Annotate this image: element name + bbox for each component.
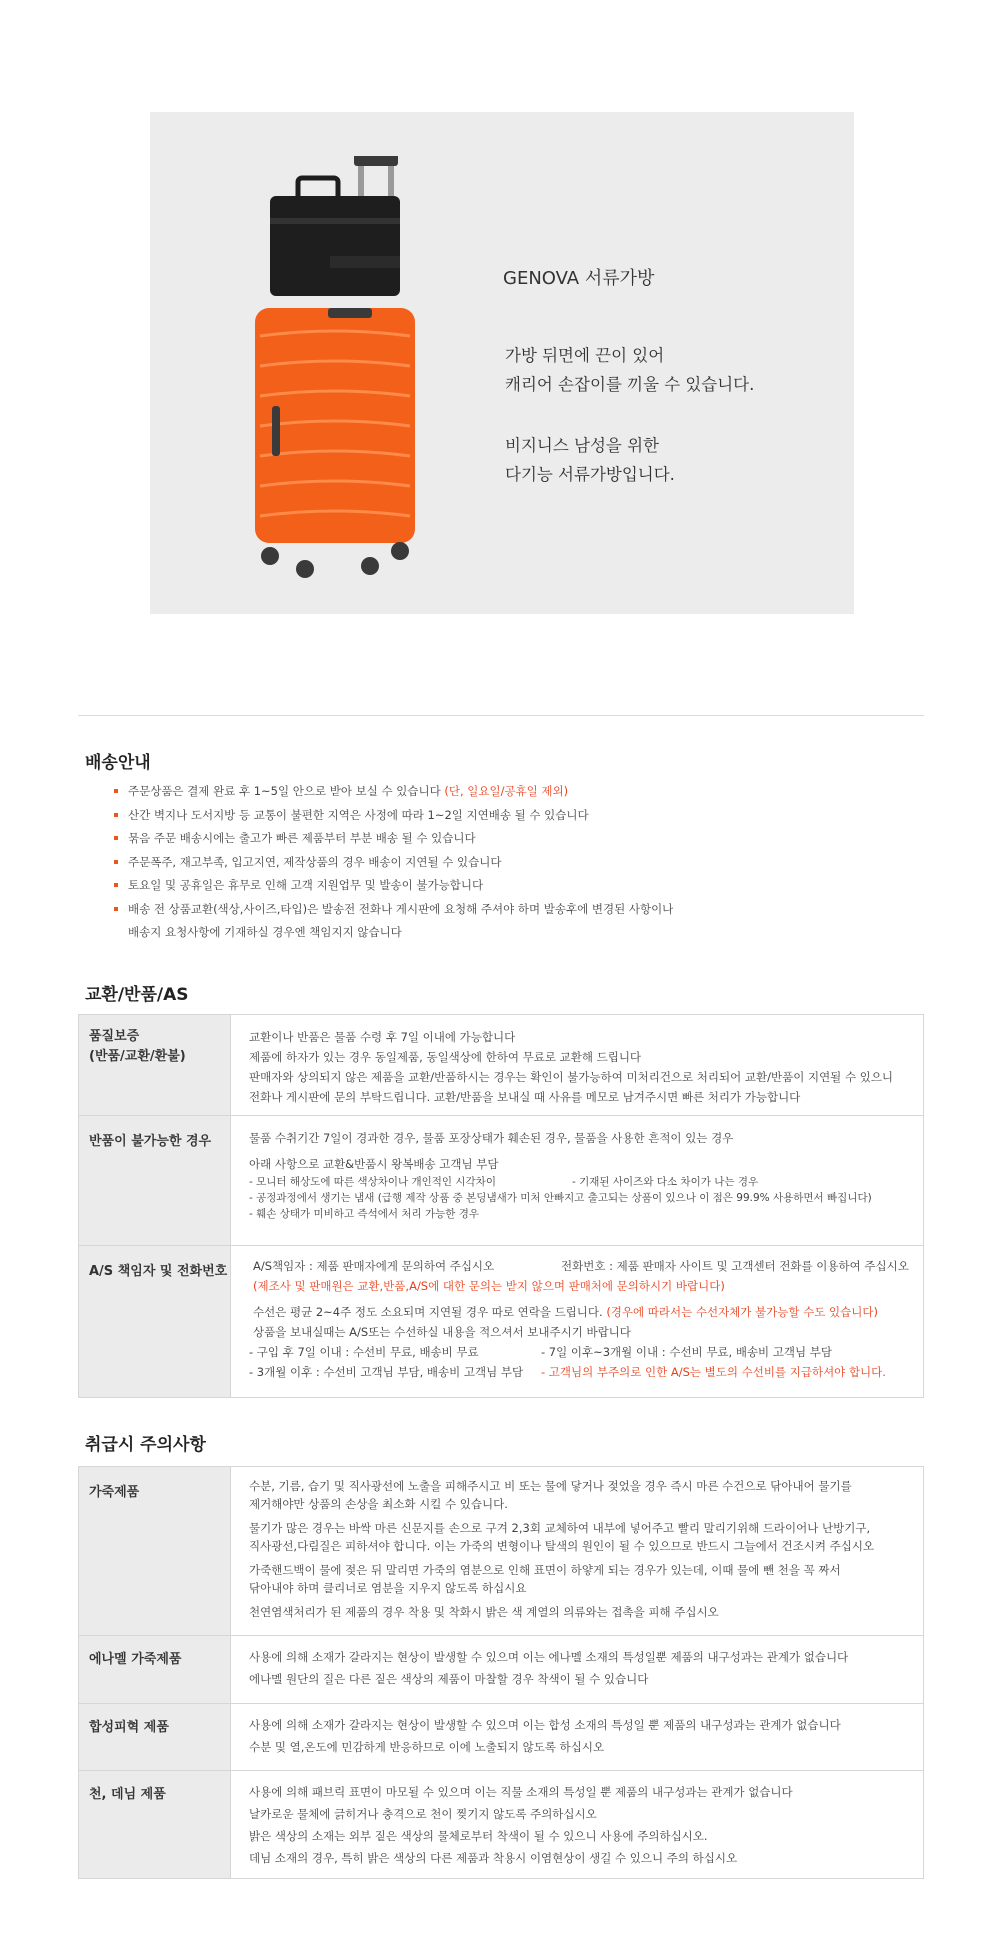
row-text: 전화나 게시판에 문의 부탁드립니다. 교환/반품을 보내실 때 사유를 메모로 남겨주시면 빠른 처리가 가능합니다 <box>249 1090 801 1104</box>
table-row <box>79 1015 924 1116</box>
row-text: 아래 사항으로 교환&반품시 왕복배송 고객님 부담 <box>249 1157 499 1171</box>
row-subtext: - 훼손 상태가 미비하고 즉석에서 처리 가능한 경우 <box>249 1208 480 1220</box>
row-label: 반품이 불가능한 경우 <box>79 1116 231 1246</box>
row-subtext: - 모니터 해상도에 따른 색상차이나 개인적인 시각차이 <box>249 1176 496 1188</box>
row-label-line: 품질보증 <box>89 1029 140 1044</box>
product-desc-line: 다기능 서류가방입니다. <box>505 465 675 484</box>
list-item <box>110 874 848 898</box>
row-content <box>231 1015 924 1116</box>
row-text: 판매자와 상의되지 않은 제품을 교환/반품하시는 경우는 확인이 불가능하여 미처리건으로 처리되어 교환/반품이 지연될 수 있으니 <box>249 1070 894 1084</box>
row-text: 수분 및 열,온도에 민감하게 반응하므로 이에 노출되지 않도록 하십시오 <box>249 1740 605 1754</box>
row-text: 사용에 의해 패브릭 표면이 마모될 수 있으며 이는 직물 소재의 특성일 뿐 제품의 내구성과는 관계가 없습니다 <box>249 1785 793 1799</box>
row-text-highlight: (제조사 및 판매원은 교환,반품,A/S에 대한 문의는 받지 않으며 판매처에 문의하시기 바랍니다) <box>253 1279 725 1293</box>
row-text: 밝은 색상의 소재는 외부 짙은 색상의 물체로부터 착색이 될 수 있으니 사용에 주의하십시오. <box>249 1829 708 1843</box>
luggage-illustration <box>250 156 450 586</box>
table-row <box>79 1246 924 1398</box>
row-text <box>249 1256 923 1276</box>
row-text: 사용에 의해 소재가 갈라지는 현상이 발생할 수 있으며 이는 에나멜 소재의 특성일뿐 제품의 내구성과는 관계가 없습니다 <box>249 1650 849 1664</box>
row-label: 가죽제품 <box>79 1467 231 1636</box>
list-item <box>110 827 848 851</box>
row-text <box>249 1174 923 1190</box>
care-table <box>78 1466 924 1879</box>
row-subtext: - 공정과정에서 생기는 냄새 (급행 제작 상품 중 본딩냄새가 미처 안빠지고 출고되는 상품이 있으나 이 점은 99.9% 사용하면서 빠집니다) <box>249 1192 872 1204</box>
row-subtext: 전화번호 : 제품 판매자 사이트 및 고객센터 전화를 이용하여 주십시오 <box>561 1259 909 1273</box>
product-title: GENOVA 서류가방 <box>503 268 655 289</box>
row-text: 제거해야만 상품의 손상을 최소화 시킬 수 있습니다. <box>249 1497 508 1511</box>
bullet-icon <box>114 813 118 817</box>
list-item-text: 배송지 요청사항에 기재하실 경우엔 책임지지 않습니다 <box>128 925 402 939</box>
row-text: 사용에 의해 소재가 갈라지는 현상이 발생할 수 있으며 이는 합성 소재의 특성일 뿐 제품의 내구성과는 관계가 없습니다 <box>249 1718 841 1732</box>
table-row <box>79 1116 924 1246</box>
row-label: A/S 책임자 및 전화번호 <box>79 1246 231 1398</box>
bullet-icon <box>114 907 118 911</box>
product-desc-line: 비지니스 남성을 위한 <box>505 436 659 455</box>
list-item-text: 산간 벽지나 도서지방 등 교통이 불편한 지역은 사정에 따라 1~2일 지연배송 될 수 있습니다 <box>128 807 589 822</box>
row-text: 제품에 하자가 있는 경우 동일제품, 동일색상에 한하여 무료로 교환해 드립니다 <box>249 1050 642 1064</box>
table-row <box>79 1636 924 1704</box>
bullet-icon <box>114 789 118 793</box>
care-heading: 취급시 주의사항 <box>85 1435 206 1455</box>
row-content <box>231 1116 924 1246</box>
list-item-highlight: (단, 일요일/공휴일 제외) <box>444 784 569 798</box>
row-label: 에나멜 가죽제품 <box>79 1636 231 1704</box>
shipping-list <box>110 780 848 945</box>
row-subtext: 수선은 평균 2~4주 정도 소요되며 지연될 경우 따로 연락을 드립니다. <box>253 1305 607 1319</box>
row-label <box>79 1015 231 1116</box>
row-text <box>249 1362 923 1382</box>
row-subtext-highlight: (경우에 따라서는 수선자체가 불가능할 수도 있습니다) <box>606 1305 878 1319</box>
row-text: 천연염색처리가 된 제품의 경우 착용 및 착화시 밝은 색 계열의 의류와는 접촉을 피해 주십시오 <box>249 1605 719 1619</box>
list-item-text: 토요일 및 공휴일은 휴무로 인해 고객 지원업무 및 발송이 불가능합니다 <box>128 878 484 892</box>
row-text <box>249 1342 923 1362</box>
list-item <box>110 851 848 875</box>
row-subtext: - 구입 후 7일 이내 : 수선비 무료, 배송비 무료 <box>249 1345 479 1359</box>
row-text: 닦아내야 하며 클리너로 염분을 지우지 않도록 하십시요 <box>249 1581 527 1595</box>
list-item-text: 주문상품은 결제 완료 후 1~5일 안으로 받아 보실 수 있습니다 <box>128 784 445 798</box>
row-subtext-highlight: - 고객님의 부주의로 인한 A/S는 별도의 수선비를 지급하셔야 합니다. <box>541 1365 886 1379</box>
row-content <box>231 1704 924 1771</box>
row-label-line: (반품/교환/환불) <box>89 1049 186 1064</box>
row-text: 수분, 기름, 습기 및 직사광선에 노출을 피해주시고 비 또는 물에 닿거나 젖었을 경우 즉시 마른 수건으로 닦아내어 물기를 <box>249 1479 852 1493</box>
bullet-icon <box>114 883 118 887</box>
shipping-heading: 배송안내 <box>85 753 151 773</box>
row-subtext: - 7일 이후~3개월 이내 : 수선비 무료, 배송비 고객님 부담 <box>541 1345 833 1359</box>
exchange-heading: 교환/반품/AS <box>85 985 189 1005</box>
table-row <box>79 1771 924 1879</box>
product-desc-line: 캐리어 손잡이를 끼울 수 있습니다. <box>505 375 755 394</box>
list-item <box>110 804 848 828</box>
row-text: 데님 소재의 경우, 특히 밝은 색상의 다른 제품과 착용시 이염현상이 생길 수 있으니 주의 하십시오 <box>249 1851 738 1865</box>
row-text <box>249 1302 923 1322</box>
row-text: 물품 수취기간 7일이 경과한 경우, 물품 포장상태가 훼손된 경우, 물품을 사용한 흔적이 있는 경우 <box>249 1131 734 1145</box>
table-row <box>79 1704 924 1771</box>
product-image <box>150 112 854 614</box>
row-content <box>231 1467 924 1636</box>
bullet-icon <box>114 836 118 840</box>
list-item-text: 배송 전 상품교환(색상,사이즈,타입)은 발송전 전화나 게시판에 요청해 주셔야 하며 발송후에 변경된 사항이나 <box>128 901 674 916</box>
row-text: 가죽핸드백이 물에 젖은 뒤 말리면 가죽의 염분으로 인해 표면이 하얗게 되는 경우가 있는데, 이때 물에 뺀 천을 꼭 짜서 <box>249 1563 841 1577</box>
row-text: 상품을 보내실때는 A/S또는 수선하실 내용을 적으셔서 보내주시기 바랍니다 <box>253 1325 631 1339</box>
row-label: 합성피혁 제품 <box>79 1704 231 1771</box>
row-text: 날카로운 물체에 긁히거나 충격으로 천이 찢기지 않도록 주의하십시오 <box>249 1807 597 1821</box>
row-text: 에나멜 원단의 질은 다른 짙은 색상의 제품이 마찰할 경우 착색이 될 수 있습니다 <box>249 1672 649 1686</box>
list-item <box>110 898 848 945</box>
product-desc-line: 가방 뒤면에 끈이 있어 <box>505 346 665 365</box>
row-text: 직사광선,다림질은 피하셔야 합니다. 이는 가죽의 변형이나 탈색의 원인이 될 수 있으므로 반드시 그늘에서 건조시켜 주십시오 <box>249 1539 875 1553</box>
exchange-table <box>78 1014 924 1398</box>
bullet-icon <box>114 860 118 864</box>
row-label: 천, 데님 제품 <box>79 1771 231 1879</box>
row-text: 교환이나 반품은 물품 수령 후 7일 이내에 가능합니다 <box>249 1030 516 1044</box>
row-subtext: - 3개월 이후 : 수선비 고객님 부담, 배송비 고객님 부담 <box>249 1365 524 1379</box>
list-item-text: 주문폭주, 재고부족, 입고지연, 제작상품의 경우 배송이 지연될 수 있습니다 <box>128 854 502 869</box>
list-item <box>110 780 848 804</box>
table-row <box>79 1467 924 1636</box>
list-item-text: 묶음 주문 배송시에는 출고가 빠른 제품부터 부분 배송 될 수 있습니다 <box>128 831 476 845</box>
row-content <box>231 1636 924 1704</box>
row-text: 물기가 많은 경우는 바싹 마른 신문지를 손으로 구겨 2,3회 교체하여 내부에 넣어주고 빨리 말리기위해 드라이어나 난방기구, <box>249 1521 871 1535</box>
section-divider <box>78 715 924 716</box>
row-subtext: A/S책임자 : 제품 판매자에게 문의하여 주십시오 <box>253 1259 495 1273</box>
row-content <box>231 1771 924 1879</box>
row-subtext: - 기재된 사이즈와 다소 차이가 나는 경우 <box>572 1176 759 1188</box>
row-content <box>231 1246 924 1398</box>
